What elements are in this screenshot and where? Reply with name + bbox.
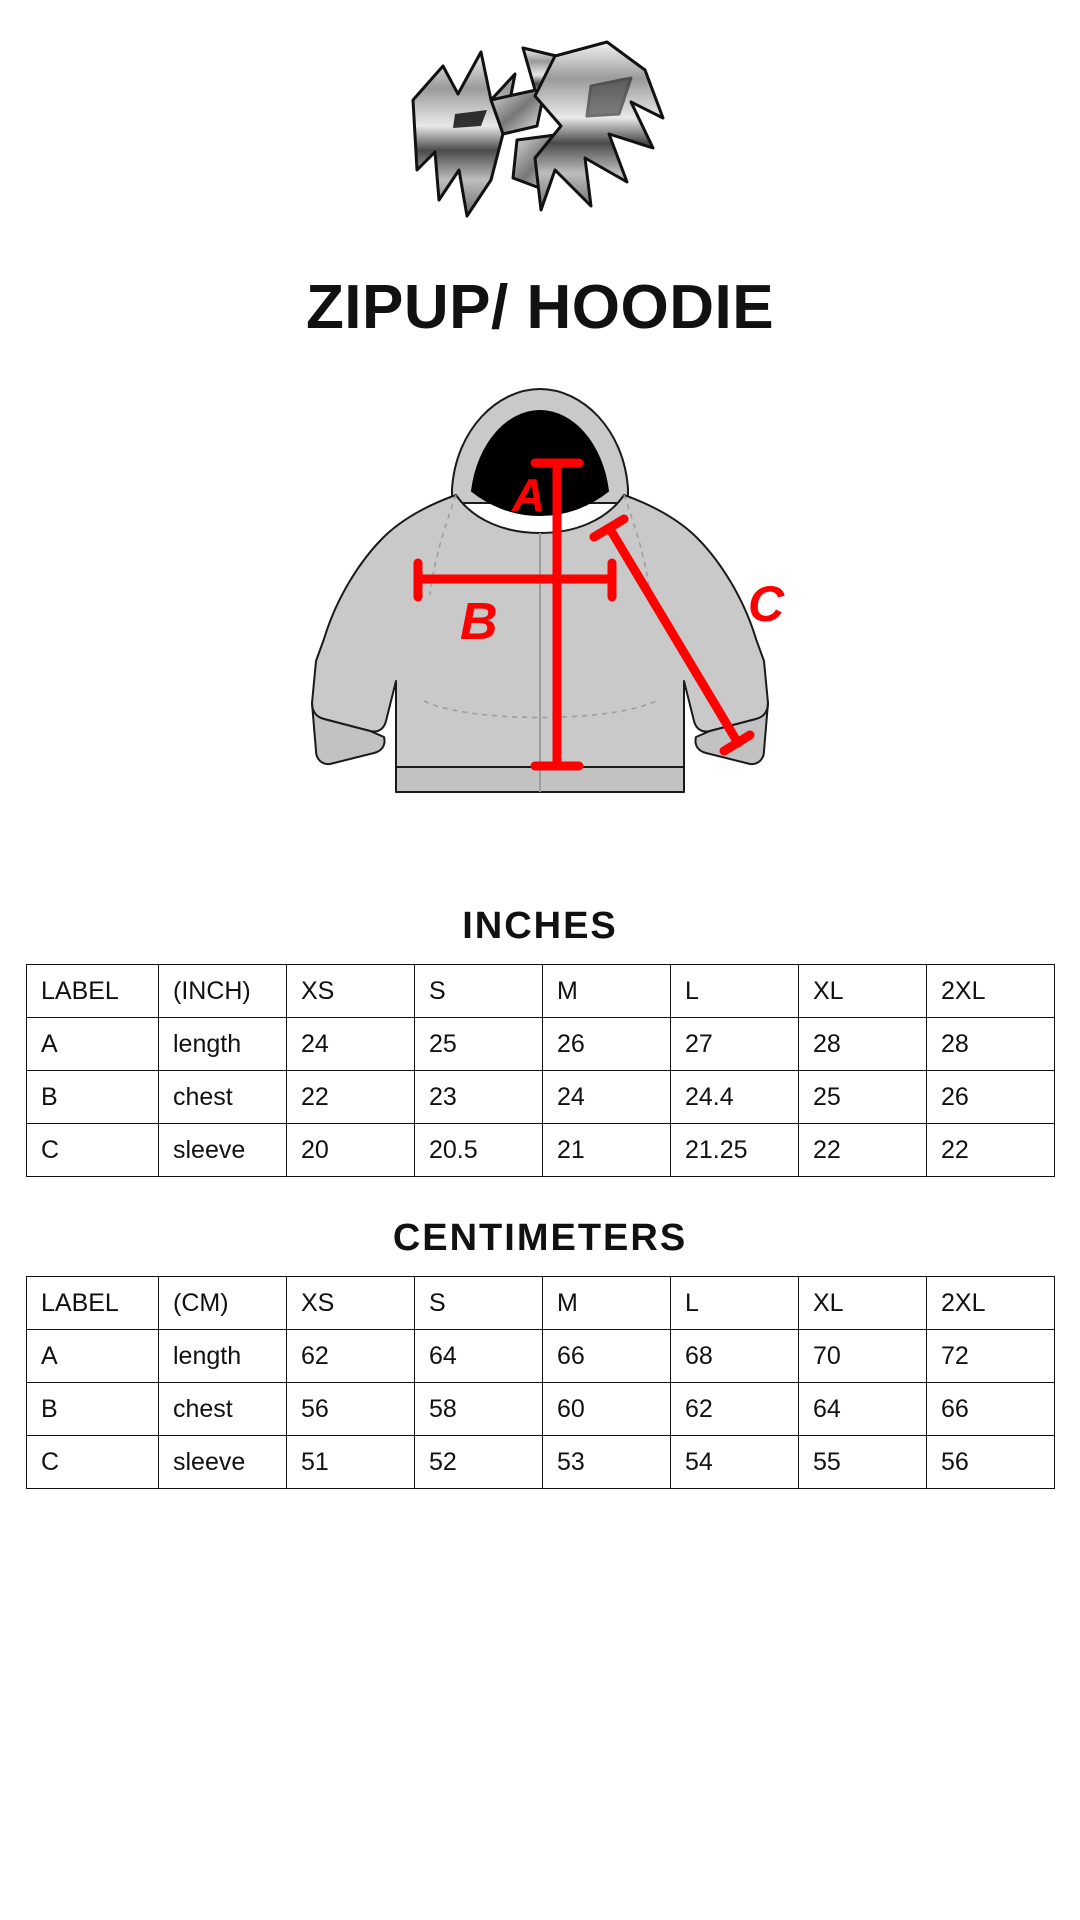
- column-header: LABEL: [27, 965, 159, 1018]
- cell-xl: 55: [799, 1436, 927, 1489]
- cell-l: 24.4: [671, 1071, 799, 1124]
- centimeters-heading: CENTIMETERS: [392, 1217, 688, 1259]
- column-header: XS: [287, 965, 415, 1018]
- cell-xs: 62: [287, 1330, 415, 1383]
- cell-s: 52: [415, 1436, 543, 1489]
- cell-xl: 70: [799, 1330, 927, 1383]
- cell-2xl: 22: [927, 1124, 1055, 1177]
- cell-measure: sleeve: [159, 1436, 287, 1489]
- cell-label: B: [27, 1071, 159, 1124]
- cell-2xl: 26: [927, 1071, 1055, 1124]
- cell-m: 21: [543, 1124, 671, 1177]
- cell-xl: 28: [799, 1018, 927, 1071]
- table-row: [27, 1124, 1055, 1177]
- cell-measure: chest: [159, 1071, 287, 1124]
- column-header: XL: [799, 965, 927, 1018]
- column-header: (CM): [159, 1277, 287, 1330]
- measure-label-c: C: [748, 576, 785, 632]
- cell-xl: 25: [799, 1071, 927, 1124]
- page-title: ZIPUP/ HOODIE: [305, 273, 775, 342]
- cell-m: 26: [543, 1018, 671, 1071]
- table-header-row: [27, 1277, 1055, 1330]
- column-header: S: [415, 965, 543, 1018]
- cell-2xl: 56: [927, 1436, 1055, 1489]
- cell-xl: 22: [799, 1124, 927, 1177]
- cell-label: C: [27, 1436, 159, 1489]
- centimeters-size-table: [26, 1276, 1055, 1489]
- cell-2xl: 28: [927, 1018, 1055, 1071]
- cell-xs: 51: [287, 1436, 415, 1489]
- cell-xl: 64: [799, 1383, 927, 1436]
- cell-xs: 24: [287, 1018, 415, 1071]
- column-header: 2XL: [927, 965, 1055, 1018]
- inches-size-table: [26, 964, 1055, 1177]
- column-header: LABEL: [27, 1277, 159, 1330]
- cell-l: 68: [671, 1330, 799, 1383]
- table-row: [27, 1330, 1055, 1383]
- measure-label-a: A: [512, 469, 546, 521]
- cell-xs: 22: [287, 1071, 415, 1124]
- cell-label: B: [27, 1383, 159, 1436]
- cell-measure: length: [159, 1018, 287, 1071]
- cell-label: A: [27, 1018, 159, 1071]
- brand-logo-container: [0, 0, 1080, 240]
- column-header: XS: [287, 1277, 415, 1330]
- cell-s: 23: [415, 1071, 543, 1124]
- cell-l: 62: [671, 1383, 799, 1436]
- cell-s: 64: [415, 1330, 543, 1383]
- table-row: [27, 1018, 1055, 1071]
- cell-m: 66: [543, 1330, 671, 1383]
- cell-measure: chest: [159, 1383, 287, 1436]
- column-header: (INCH): [159, 965, 287, 1018]
- cell-2xl: 66: [927, 1383, 1055, 1436]
- column-header: XL: [799, 1277, 927, 1330]
- cropped-zipup-hoodie-illustration-icon: [220, 371, 860, 871]
- inches-heading: INCHES: [462, 905, 618, 947]
- h3-chrome-logo-icon: [395, 30, 685, 240]
- table-header-row: [27, 965, 1055, 1018]
- cell-xs: 56: [287, 1383, 415, 1436]
- table-row: [27, 1436, 1055, 1489]
- cell-m: 24: [543, 1071, 671, 1124]
- centimeters-table-container: [0, 1276, 1080, 1489]
- table-row: [27, 1383, 1055, 1436]
- cell-label: A: [27, 1330, 159, 1383]
- cell-measure: length: [159, 1330, 287, 1383]
- cell-m: 60: [543, 1383, 671, 1436]
- cell-2xl: 72: [927, 1330, 1055, 1383]
- column-header: M: [543, 1277, 671, 1330]
- garment-diagram-container: [0, 371, 1080, 871]
- cell-measure: sleeve: [159, 1124, 287, 1177]
- cell-s: 58: [415, 1383, 543, 1436]
- column-header: 2XL: [927, 1277, 1055, 1330]
- cell-s: 25: [415, 1018, 543, 1071]
- cell-l: 54: [671, 1436, 799, 1489]
- cell-xs: 20: [287, 1124, 415, 1177]
- column-header: M: [543, 965, 671, 1018]
- inches-table-container: [0, 964, 1080, 1177]
- measure-label-b: B: [460, 593, 498, 651]
- cell-s: 20.5: [415, 1124, 543, 1177]
- table-row: [27, 1071, 1055, 1124]
- column-header: S: [415, 1277, 543, 1330]
- cell-l: 27: [671, 1018, 799, 1071]
- cell-l: 21.25: [671, 1124, 799, 1177]
- cell-m: 53: [543, 1436, 671, 1489]
- column-header: L: [671, 965, 799, 1018]
- bottom-spacer: [0, 1489, 1080, 1609]
- column-header: L: [671, 1277, 799, 1330]
- cell-label: C: [27, 1124, 159, 1177]
